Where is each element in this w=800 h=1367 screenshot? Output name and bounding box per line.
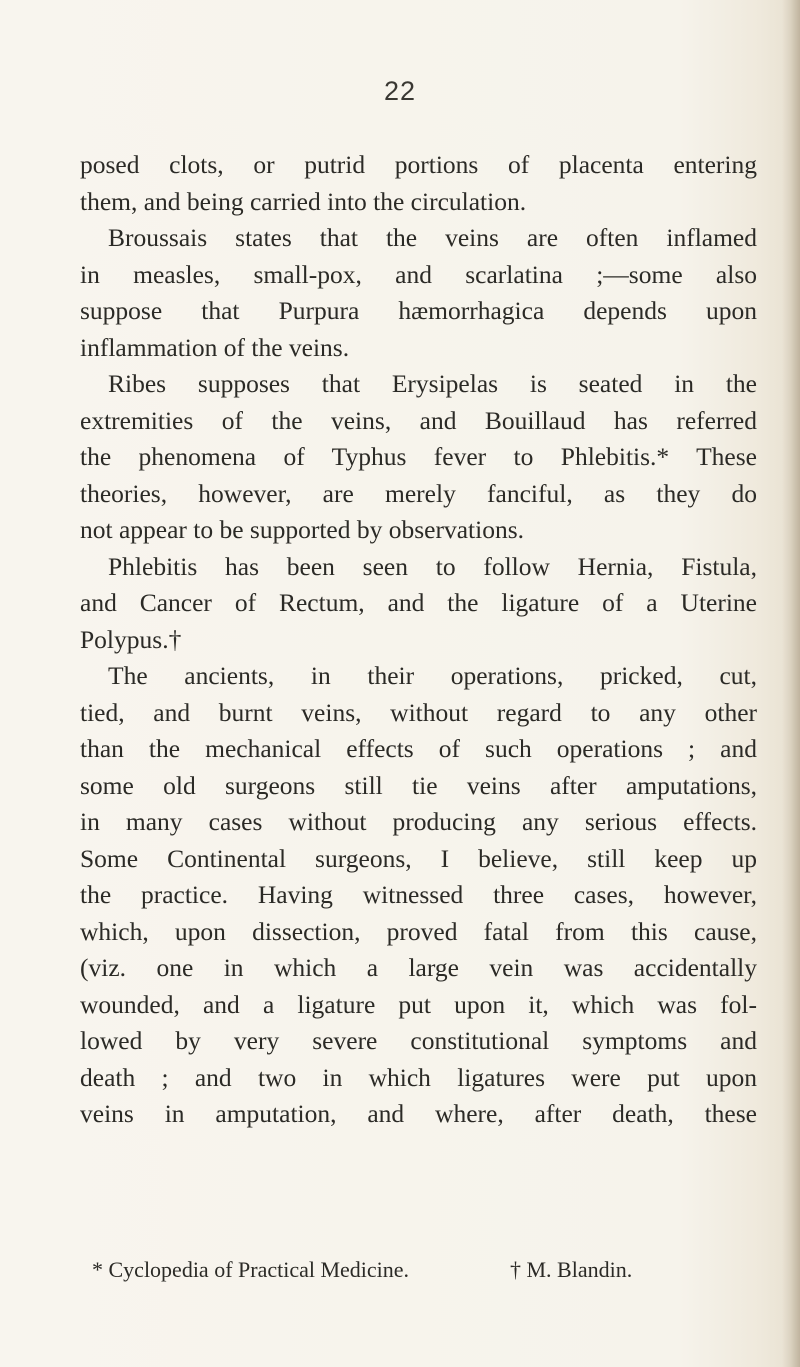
page-edge-shadow <box>782 0 800 1367</box>
text-line: in many cases without producing any serious effects. <box>80 807 757 836</box>
text-line: not appear to be supported by observations. <box>80 515 525 544</box>
text-line: death ; and two in which ligatures were put upon <box>80 1062 757 1092</box>
text-line: the phenomena of Typhus fever to Phlebitis.* These <box>80 442 757 471</box>
text-line: the practice. Having witnessed three cases, however, <box>80 880 757 909</box>
text-line: some old surgeons still tie veins after amputations, <box>80 770 757 800</box>
text-line: Some Continental surgeons, I believe, still keep up <box>80 843 757 873</box>
text-line: veins in amputation, and where, after death, these <box>80 1099 757 1128</box>
page-number: 22 <box>383 76 417 106</box>
text-line: theories, however, are merely fanciful, as they do <box>80 478 757 508</box>
text-line: Ribes supposes that Erysipelas is seated in the <box>108 369 757 398</box>
text-line: (viz. one in which a large vein was accidentally <box>80 953 757 982</box>
text-line: tied, and burnt veins, without regard to any other <box>80 697 757 727</box>
text-line: suppose that Purpura hæmorrhagica depends upon <box>80 296 757 325</box>
text-line: posed clots, or putrid portions of placenta entering <box>80 150 757 179</box>
body-text <box>80 147 757 1133</box>
text-line: The ancients, in their operations, pricked, cut, <box>108 661 757 690</box>
text-line: wounded, and a ligature put upon it, which was fol- <box>80 989 757 1019</box>
text-line: in measles, small-pox, and scarlatina ;—some also <box>80 259 757 289</box>
text-line: extremities of the veins, and Bouillaud has referred <box>80 405 757 435</box>
text-line: Broussais states that the veins are often inflamed <box>108 223 757 252</box>
text-line: than the mechanical effects of such operations ; and <box>80 734 757 763</box>
text-line: which, upon dissection, proved fatal from this cause, <box>80 916 757 946</box>
text-line: and Cancer of Rectum, and the ligature of a Uterine <box>80 588 757 617</box>
text-line: Polypus.† <box>80 624 182 654</box>
text-line: Phlebitis has been seen to follow Hernia, Fistula, <box>108 551 757 581</box>
footnote-blandin: † M. Blandin. <box>510 1257 633 1282</box>
text-line: inflammation of the veins. <box>80 332 350 362</box>
footnote-cyclopedia: * Cyclopedia of Practical Medicine. <box>92 1257 410 1282</box>
text-line: them, and being carried into the circulation. <box>80 186 527 216</box>
text-line: lowed by very severe constitutional symptoms and <box>80 1026 757 1055</box>
